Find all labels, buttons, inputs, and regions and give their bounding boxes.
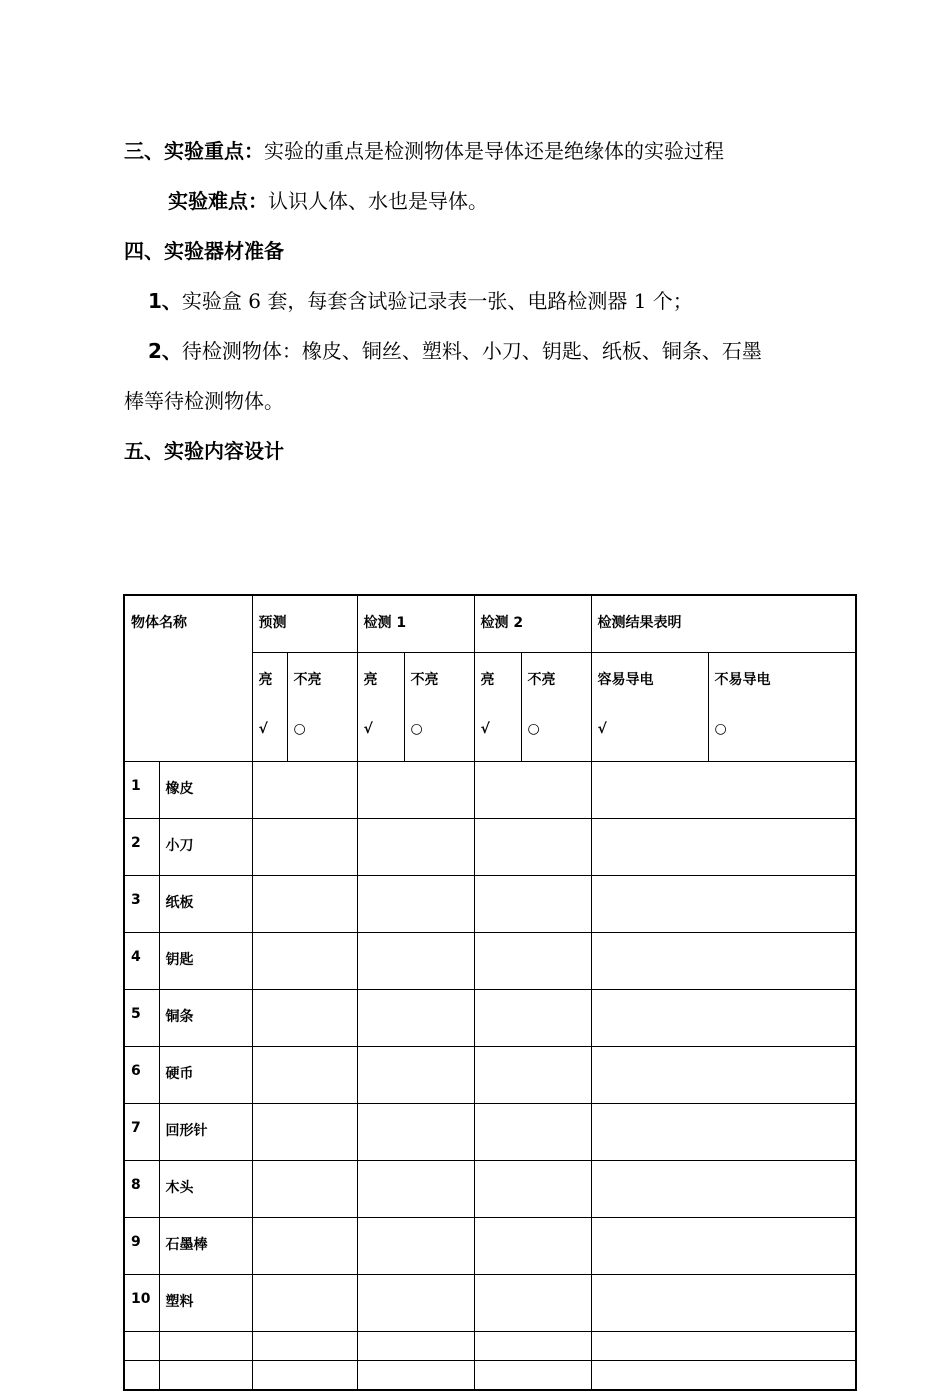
item2-num: 2、 bbox=[148, 339, 182, 363]
blank-cell[interactable] bbox=[591, 1361, 856, 1391]
test1-cell[interactable] bbox=[357, 1104, 474, 1161]
header-test2: 检测 2 bbox=[474, 595, 591, 653]
check-symbol: √ bbox=[591, 709, 708, 762]
table-row bbox=[124, 1104, 856, 1161]
test2-cell[interactable] bbox=[474, 1275, 591, 1332]
section4-heading: 四、实验器材准备 bbox=[124, 239, 284, 263]
row-number: 2 bbox=[124, 819, 159, 876]
prediction-cell[interactable] bbox=[252, 1104, 357, 1161]
test1-cell[interactable] bbox=[357, 1047, 474, 1104]
result-hard: 不易导电 bbox=[708, 653, 856, 710]
row-object-name: 钥匙 bbox=[159, 933, 252, 990]
blank-cell[interactable] bbox=[591, 1332, 856, 1361]
item2-text: 待检测物体：橡皮、铜丝、塑料、小刀、钥匙、纸板、铜条、石墨 bbox=[181, 339, 762, 363]
test2-cell[interactable] bbox=[474, 1047, 591, 1104]
check-symbol: √ bbox=[357, 709, 404, 762]
test1-cell[interactable] bbox=[357, 762, 474, 819]
circle-symbol: ○ bbox=[521, 709, 591, 762]
difficulty-text: 认识人体、水也是导体。 bbox=[268, 189, 488, 213]
row-number: 5 bbox=[124, 990, 159, 1047]
prediction-cell[interactable] bbox=[252, 762, 357, 819]
row-number: 8 bbox=[124, 1161, 159, 1218]
table-row bbox=[124, 762, 856, 819]
blank-row bbox=[124, 1332, 856, 1361]
blank-cell[interactable] bbox=[159, 1361, 252, 1391]
pred-lit: 亮 bbox=[252, 653, 287, 710]
blank-cell[interactable] bbox=[474, 1361, 591, 1391]
materials-item-2-cont: 棒等待检测物体。 bbox=[124, 389, 284, 413]
test1-cell[interactable] bbox=[357, 876, 474, 933]
header-result: 检测结果表明 bbox=[591, 595, 856, 653]
row-number: 9 bbox=[124, 1218, 159, 1275]
result-easy: 容易导电 bbox=[591, 653, 708, 710]
result-cell[interactable] bbox=[591, 1161, 856, 1218]
experiment-record-table bbox=[123, 594, 857, 1391]
circle-symbol: ○ bbox=[708, 709, 856, 762]
test2-cell[interactable] bbox=[474, 933, 591, 990]
test2-cell[interactable] bbox=[474, 1104, 591, 1161]
result-cell[interactable] bbox=[591, 990, 856, 1047]
blank-cell[interactable] bbox=[252, 1332, 357, 1361]
table-row bbox=[124, 1047, 856, 1104]
row-object-name: 铜条 bbox=[159, 990, 252, 1047]
prediction-cell[interactable] bbox=[252, 876, 357, 933]
prediction-cell[interactable] bbox=[252, 1218, 357, 1275]
row-number: 6 bbox=[124, 1047, 159, 1104]
prediction-cell[interactable] bbox=[252, 990, 357, 1047]
test2-cell[interactable] bbox=[474, 762, 591, 819]
pred-not-lit: 不亮 bbox=[287, 653, 357, 710]
row-object-name: 硬币 bbox=[159, 1047, 252, 1104]
row-number: 10 bbox=[124, 1275, 159, 1332]
check-symbol: √ bbox=[474, 709, 521, 762]
row-object-name: 木头 bbox=[159, 1161, 252, 1218]
row-number: 4 bbox=[124, 933, 159, 990]
blank-cell[interactable] bbox=[252, 1361, 357, 1391]
test1-cell[interactable] bbox=[357, 1161, 474, 1218]
circle-symbol: ○ bbox=[287, 709, 357, 762]
result-cell[interactable] bbox=[591, 1275, 856, 1332]
section3-heading: 三、实验重点： bbox=[124, 139, 264, 163]
test2-cell[interactable] bbox=[474, 876, 591, 933]
header-prediction: 预测 bbox=[252, 595, 357, 653]
prediction-cell[interactable] bbox=[252, 1047, 357, 1104]
result-cell[interactable] bbox=[591, 819, 856, 876]
row-object-name: 回形针 bbox=[159, 1104, 252, 1161]
prediction-cell[interactable] bbox=[252, 1161, 357, 1218]
blank-cell[interactable] bbox=[474, 1332, 591, 1361]
row-number: 3 bbox=[124, 876, 159, 933]
blank-cell[interactable] bbox=[124, 1332, 159, 1361]
t2-not-lit: 不亮 bbox=[521, 653, 591, 710]
prediction-cell[interactable] bbox=[252, 819, 357, 876]
row-object-name: 小刀 bbox=[159, 819, 252, 876]
table-row bbox=[124, 876, 856, 933]
section5-heading: 五、实验内容设计 bbox=[124, 439, 284, 463]
result-cell[interactable] bbox=[591, 1047, 856, 1104]
result-cell[interactable] bbox=[591, 762, 856, 819]
table-row bbox=[124, 819, 856, 876]
table-row bbox=[124, 1218, 856, 1275]
row-number: 7 bbox=[124, 1104, 159, 1161]
table-row bbox=[124, 990, 856, 1047]
blank-row bbox=[124, 1361, 856, 1391]
test1-cell[interactable] bbox=[357, 819, 474, 876]
test2-cell[interactable] bbox=[474, 990, 591, 1047]
prediction-cell[interactable] bbox=[252, 1275, 357, 1332]
blank-cell[interactable] bbox=[124, 1361, 159, 1391]
item1-num: 1、 bbox=[148, 289, 182, 313]
blank-cell[interactable] bbox=[159, 1332, 252, 1361]
focus-text: 实验的重点是检测物体是导体还是绝缘体的实验过程 bbox=[264, 139, 724, 163]
t2-lit: 亮 bbox=[474, 653, 521, 710]
row-number: 1 bbox=[124, 762, 159, 819]
test1-cell[interactable] bbox=[357, 990, 474, 1047]
table-row bbox=[124, 1275, 856, 1332]
prediction-cell[interactable] bbox=[252, 933, 357, 990]
circle-symbol: ○ bbox=[404, 709, 474, 762]
materials-item-2 bbox=[148, 338, 762, 364]
result-cell[interactable] bbox=[591, 1104, 856, 1161]
check-symbol: √ bbox=[252, 709, 287, 762]
header-row bbox=[124, 595, 856, 653]
test1-cell[interactable] bbox=[357, 1218, 474, 1275]
blank-cell[interactable] bbox=[357, 1332, 474, 1361]
t1-not-lit: 不亮 bbox=[404, 653, 474, 710]
table-row bbox=[124, 1161, 856, 1218]
t1-lit: 亮 bbox=[357, 653, 404, 710]
materials-item-1 bbox=[148, 288, 693, 314]
row-object-name: 石墨棒 bbox=[159, 1218, 252, 1275]
table-row bbox=[124, 933, 856, 990]
test2-cell[interactable] bbox=[474, 819, 591, 876]
result-cell[interactable] bbox=[591, 933, 856, 990]
item1-text: 实验盒 6 套，每套含试验记录表一张、电路检测器 1 个； bbox=[181, 289, 693, 313]
row-object-name: 纸板 bbox=[159, 876, 252, 933]
test1-cell[interactable] bbox=[357, 933, 474, 990]
result-cell[interactable] bbox=[591, 1218, 856, 1275]
header-test1: 检测 1 bbox=[357, 595, 474, 653]
difficulty-line bbox=[168, 188, 488, 214]
test2-cell[interactable] bbox=[474, 1218, 591, 1275]
header-object-name: 物体名称 bbox=[124, 595, 252, 762]
blank-cell[interactable] bbox=[357, 1361, 474, 1391]
result-cell[interactable] bbox=[591, 876, 856, 933]
row-object-name: 塑料 bbox=[159, 1275, 252, 1332]
section3-line bbox=[124, 138, 724, 164]
test2-cell[interactable] bbox=[474, 1161, 591, 1218]
row-object-name: 橡皮 bbox=[159, 762, 252, 819]
test1-cell[interactable] bbox=[357, 1275, 474, 1332]
difficulty-label: 实验难点： bbox=[168, 189, 268, 213]
